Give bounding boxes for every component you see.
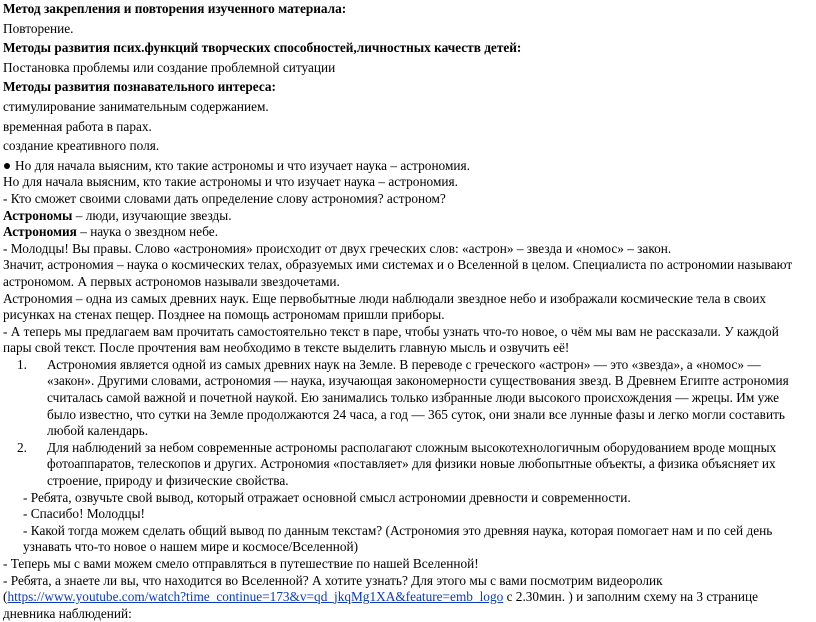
paragraph-journey: - Теперь мы с вами можем смело отправляться в путешествие по нашей Вселенной! <box>3 556 479 571</box>
heading-consolidation-method: Метод закрепления и повторения изученного материала: <box>3 1 347 16</box>
paragraph-intro: Но для начала выясним, кто такие астрономы и что изучает наука – астрономия. <box>3 174 458 190</box>
text-list <box>3 357 806 490</box>
text-problem-setting: Постановка проблемы или создание проблемной ситуации <box>3 59 336 75</box>
method-pair-work: временная работа в парах. <box>3 118 152 134</box>
paragraph-definition: Значит, астрономия – наука о космических телах, образуемых ими системах и о Вселенной в целом. Специалиста по астрономии называют астрономом. А первых астрономов называли звездочетами. <box>3 257 793 289</box>
list-item <box>3 440 806 490</box>
video-intro-text: - Ребята, а знаете ли вы, что находится во Вселенной? А хотите узнать? Для этого мы с вами посмотрим видеоролик ( <box>3 572 663 605</box>
paragraph-question: - Кто сможет своими словами дать определение слову астрономия? астроном? <box>3 190 446 206</box>
method-creative-field: создание креативного поля. <box>3 138 160 154</box>
paragraph-general-conclusion: - Какой тогда можем сделать общий вывод по данным текстам? (Астрономия это древняя наука, которая помогает нам и по сей день узнавать что-то новое о нашем мире и космосе/Вселенной) <box>23 522 773 555</box>
list-item-number: 1. <box>17 356 27 372</box>
definition-astronomy <box>3 224 806 241</box>
paragraph-ancient-science: Астрономия – одна из самых древних наук. Еще первобытные люди наблюдали звездное небо и изображали космические тела в своих рисунках на стенах пещер. Позднее на помощь астрономам пришли приборы. <box>3 290 767 323</box>
list-item <box>3 357 806 440</box>
list-item-text: Для наблюдений за небом современные астрономы располагают сложным высокотехнологичным оборудованием вроде мощных фотоаппаратов, телескопов и других. Астрономия «поставляет» для физики новые любопытные объекты, а физика объясняет их строение, природу и физические свойства. <box>47 439 777 489</box>
heading-development-methods: Методы развития псих.функций творческих способностей,личностных качеств детей: <box>3 40 522 56</box>
term-astronomers: Астрономы <box>3 207 73 223</box>
paragraph-pair-task: - А теперь мы предлагаем вам прочитать самостоятельно текст в паре, чтобы узнать что-то новое, о чём мы вам не рассказали. У каждой пары свой текст. После прочтения вам необходимо в тексте выделить главную мысль и озвучить её! <box>3 323 779 356</box>
definition-astronomers-text: – люди, изучающие звезды. <box>72 207 232 223</box>
paragraph-conclusion-request: - Ребята, озвучьте свой вывод, который отражает основной смысл астрономии древности и современности. <box>23 489 631 505</box>
text-repetition: Повторение. <box>3 20 74 36</box>
bullet-item <box>3 158 806 175</box>
list-item-text: Астрономия является одной из самых древних наук на Земле. В переводе с греческого «астрон» — это «звезда», а «номос» — «закон». Другими словами, астрономия — наука, изучающая закономерности существования звезд. В Древнем Египте астрономия считалась самой важной и почетной наукой. Ею занимались только избранные люди высокого происхождения — жрецы. Им уже было известно, что сутки на Земле продолжаются 24 часа, а год — 365 суток, они знали все лунные фазы и легко могли составить любой календарь. <box>47 356 789 439</box>
method-entertaining-content: стимулирование занимательным содержанием. <box>3 98 269 114</box>
term-astronomy: Астрономия <box>3 224 77 240</box>
definition-astronomers <box>3 208 806 225</box>
heading-interest-methods: Методы развития познавательного интереса: <box>3 79 276 95</box>
paragraph-etymology: - Молодцы! Вы правы. Слово «астрономия» происходит от двух греческих слов: «астрон» – звезда и «номос» – закон. <box>3 240 672 256</box>
paragraph-video <box>3 573 806 622</box>
list-item-number: 2. <box>17 439 27 455</box>
video-link[interactable]: https://www.youtube.com/watch?time_continue=173&v=qd_jkqMg1XA&feature=emb_logo <box>7 589 504 605</box>
definition-astronomy-text: – наука о звездном небе. <box>76 224 219 240</box>
bullet-icon <box>4 163 10 169</box>
paragraph-thanks: - Спасибо! Молодцы! <box>23 506 145 522</box>
video-outro-text: с 2.30мин. ) и заполним схему на 3 странице дневника наблюдений: <box>3 589 759 621</box>
bullet-text: Но для начала выясним, кто такие астрономы и что изучает наука – астрономия. <box>15 157 470 173</box>
